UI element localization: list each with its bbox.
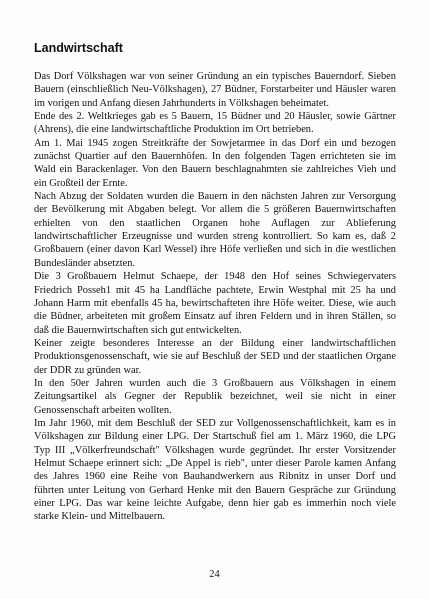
paragraph-2: Ende des 2. Weltkrieges gab es 5 Bauern, 15 Büdner und 20 Häusler, sowie Gärtner (Ahrens), die eine landwirtschaftliche Produktion im Ort betrieben. — [34, 111, 396, 136]
paragraph-7: In den 50er Jahren wurden auch die 3 Großbauern aus Völkshagen in einem Zeitungsartikel als Gegner der Republik bezeichnet, weil sie nicht in einer Genossenschaft arbeiten wollten. — [34, 377, 396, 416]
paragraph-3: Am 1. Mai 1945 zogen Streitkräfte der Sowjetarmee in das Dorf ein und bezogen zunächst Quartier auf den Bauernhöfen. In den folgenden Tagen errichteten sie im Wald ein Barackenlager. Von den Bauern beschlagnahmten sie zahlreiches Vieh und ein Großteil der Ernte. — [34, 137, 396, 189]
page-number: 24 — [209, 569, 220, 580]
body-text — [34, 70, 396, 524]
section-heading: Landwirtschaft — [34, 41, 123, 55]
paragraph-4: Nach Abzug der Soldaten wurden die Bauern in den nächsten Jahren zur Versorgung der Bevölkerung mit Abgaben belegt. Vor allem die 5 größeren Bauernwirtschaften erhielten von den staatlichen Organen hohe Auflagen zur Ablieferung landwirtschaftlicher Erzeugnisse und wurden streng kontrolliert. So kam es, daß 2 Großbauern (einer davon Karl Wessel) ihre Höfe verließen und sich in die westlichen Bundesländer absetzten. — [34, 191, 396, 269]
paragraph-5: Die 3 Großbauern Helmut Schaepe, der 1948 den Hof seines Schwiegervaters Friedrich Posseh1 mit 45 ha Landfläche pachtete, Erwin Westphal mit 25 ha und Johann Harm mit ebenfalls 45 ha, bewirtschafteten ihre Höfe weiter. Diese, wie auch die Büdner, arbeiteten mit großem Einsatz auf ihren Feldern und in ihren Ställen, so daß die Bauernwirtschaften sich gut entwickelten. — [34, 271, 396, 336]
paragraph-1: Das Dorf Völkshagen war von seiner Gründung an ein typisches Bauerndorf. Sieben Bauern (einschließlich Neu-Völkshagen), 27 Büdner, Forstarbeiter und Häusler waren im vorigen und Anfang diesen Jahrhunderts in Völkshagen beheimatet. — [34, 71, 396, 109]
paragraph-8: Im Jahr 1960, mit dem Beschluß der SED zur Vollgenossenschaftlichkeit, kam es in Völkshagen zur Bildung einer LPG. Der Startschuß fiel am 1. März 1960, die LPG Typ III „Völkerfreundschaft" Völkshagen wurde gegründet. Ihr erster Vorsitzender Helmut Schaepe erinnert sich: „De Appel is rieb", unter dieser Parole kamen Anfang des Jahres 1960 eine Reihe von Bauhandwerkern aus Ribnitz in unser Dorf und führten unter Leitung von Gerhard Henke mit den Bauern Gespräche zur Gründung einer LPG. Das war keine leichte Aufgabe, denn hier gab es immerhin noch viele starke Klein- und Mittelbauern. — [34, 417, 396, 523]
paragraph-6: Keiner zeigte besonderes Interesse an der Bildung einer landwirtschaftlichen Produktionsgenossenschaft, wie sie auf Beschluß der SED und der staatlichen Organe der DDR zu gründen war. — [34, 337, 396, 376]
